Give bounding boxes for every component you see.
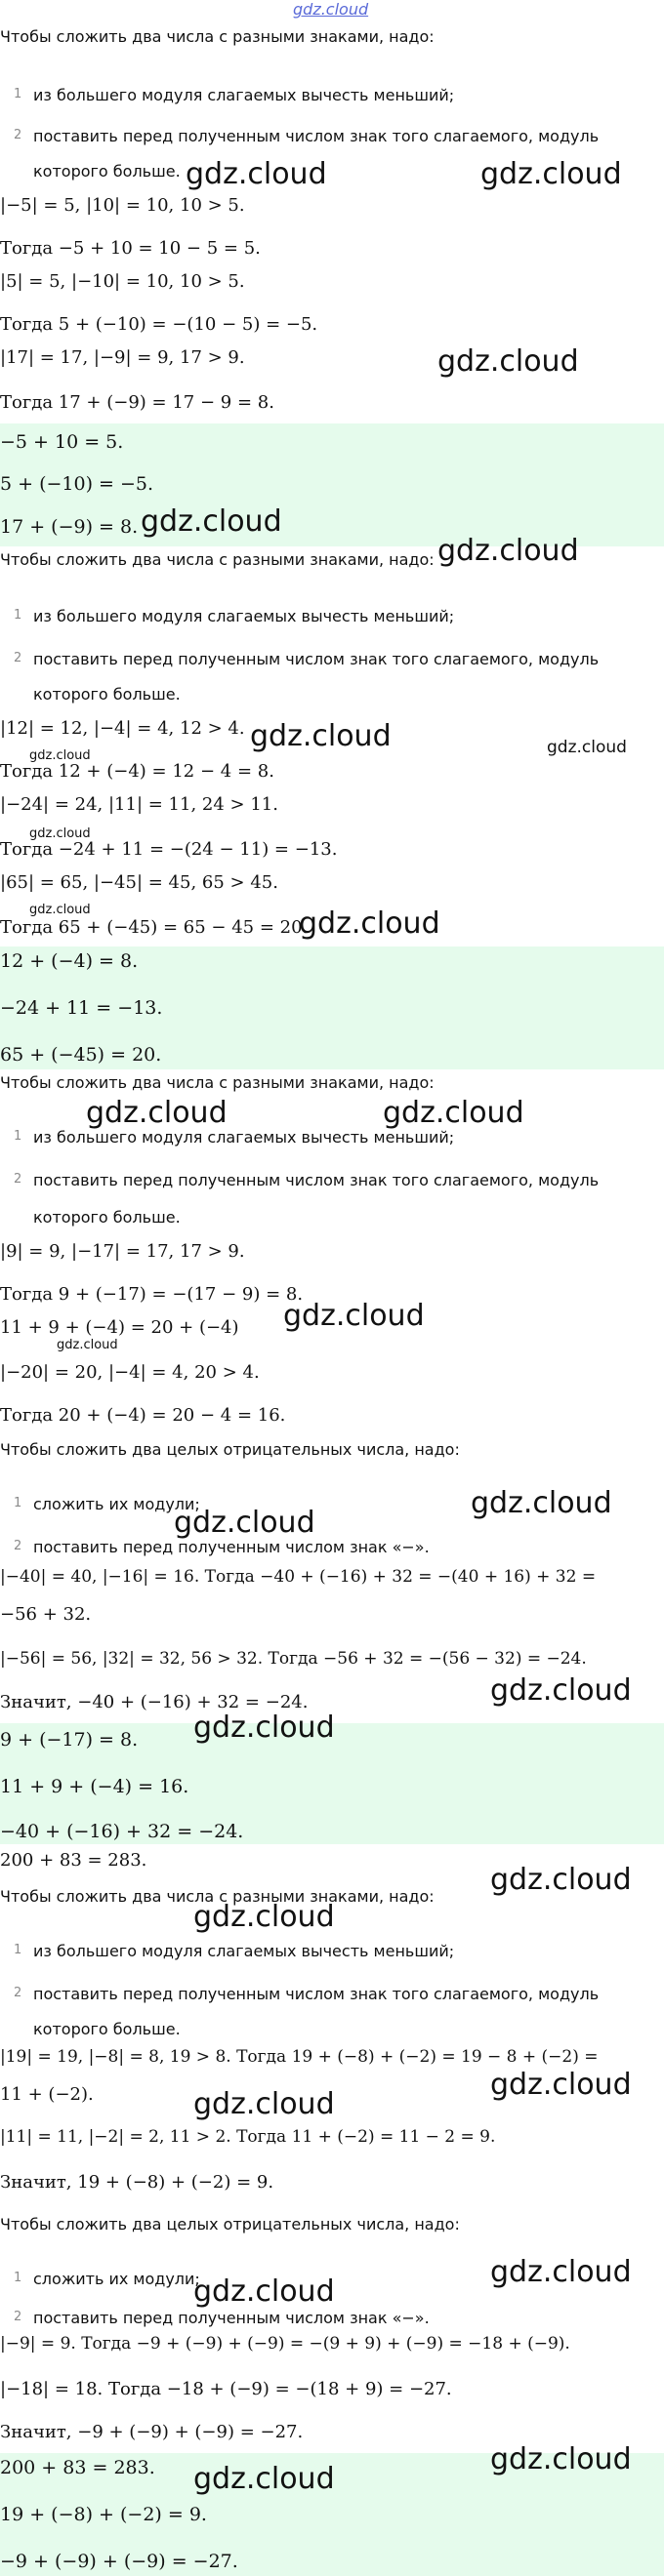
- answer-line: 65 + (−45) = 20.: [0, 1044, 162, 1066]
- watermark: gdz.cloud: [250, 719, 392, 753]
- watermark: gdz.cloud: [490, 1863, 632, 1897]
- list-number: 2: [14, 651, 22, 665]
- list-item: [14, 2270, 200, 2288]
- list-item: [14, 1942, 455, 1960]
- list-item: [14, 2309, 430, 2327]
- list-number: 2: [14, 1539, 22, 1553]
- list-item-text: из большего модуля слагаемых вычесть меньший;: [33, 1942, 455, 1960]
- watermark: gdz.cloud: [193, 1900, 335, 1934]
- list-number: 1: [14, 2271, 22, 2285]
- solution-line: 11 + 9 + (−4) = 20 + (−4): [0, 1317, 239, 1338]
- watermark: gdz.cloud: [193, 2274, 335, 2309]
- list-item-continuation: которого больше.: [33, 2020, 181, 2038]
- list-item: [14, 1171, 600, 1189]
- solution-line: Тогда 5 + (−10) = −(10 − 5) = −5.: [0, 314, 318, 335]
- list-item-text: поставить перед полученным числом знак того слагаемого, модуль: [33, 127, 600, 145]
- list-item: [14, 607, 455, 625]
- list-item-continuation: которого больше.: [33, 162, 181, 181]
- list-item: [14, 127, 600, 145]
- list-item-text: из большего модуля слагаемых вычесть меньший;: [33, 86, 455, 104]
- answer-line: 5 + (−10) = −5.: [0, 473, 154, 495]
- list-number: 2: [14, 1986, 22, 2000]
- watermark: gdz.cloud: [437, 534, 579, 568]
- list-number: 2: [14, 1172, 22, 1187]
- solution-line: |65| = 65, |−45| = 45, 65 > 45.: [0, 872, 278, 893]
- list-item: [14, 650, 600, 668]
- list-item-text: сложить их модули;: [33, 1495, 200, 1513]
- solution-line: Тогда 17 + (−9) = 17 − 9 = 8.: [0, 392, 274, 413]
- solution-line: |12| = 12, |−4| = 4, 12 > 4.: [0, 718, 245, 739]
- watermark: gdz.cloud: [437, 344, 579, 379]
- answer-line: −5 + 10 = 5.: [0, 431, 124, 453]
- answer-line: 17 + (−9) = 8.: [0, 516, 139, 538]
- watermark: gdz.cloud: [490, 2442, 632, 2476]
- solution-line: |−5| = 5, |10| = 10, 10 > 5.: [0, 195, 245, 216]
- watermark: gdz.cloud: [29, 748, 91, 763]
- watermark: gdz.cloud: [86, 1096, 228, 1130]
- solution-line: |−56| = 56, |32| = 32, 56 > 32. Тогда −56 + 32 = −(56 − 32) = −24.: [0, 1649, 587, 1669]
- solution-line: Значит, 19 + (−8) + (−2) = 9.: [0, 2172, 274, 2193]
- rule-heading: Чтобы сложить два числа с разными знаками, надо:: [0, 1887, 435, 1906]
- list-item-text: из большего модуля слагаемых вычесть меньший;: [33, 607, 455, 625]
- solution-line: Тогда 12 + (−4) = 12 − 4 = 8.: [0, 761, 274, 782]
- solution-line: |−40| = 40, |−16| = 16. Тогда −40 + (−16) + 32 = −(40 + 16) + 32 =: [0, 1567, 597, 1587]
- answer-line: 200 + 83 = 283.: [0, 2457, 155, 2478]
- list-number: 1: [14, 608, 22, 623]
- list-item-text: поставить перед полученным числом знак того слагаемого, модуль: [33, 650, 600, 668]
- solution-line: Тогда −24 + 11 = −(24 − 11) = −13.: [0, 839, 338, 860]
- watermark: gdz.cloud: [490, 1673, 632, 1708]
- list-number: 2: [14, 2310, 22, 2324]
- solution-line: Тогда 20 + (−4) = 20 − 4 = 16.: [0, 1405, 286, 1426]
- solution-line: |−24| = 24, |11| = 11, 24 > 11.: [0, 794, 278, 815]
- watermark: gdz.cloud: [490, 2068, 632, 2102]
- list-item-continuation: которого больше.: [33, 685, 181, 704]
- solution-line: |5| = 5, |−10| = 10, 10 > 5.: [0, 271, 245, 292]
- solution-line: Значит, −9 + (−9) + (−9) = −27.: [0, 2422, 304, 2442]
- rule-heading: Чтобы сложить два числа с разными знаками, надо:: [0, 1073, 435, 1092]
- list-number: 1: [14, 1129, 22, 1144]
- list-item: [14, 1128, 455, 1147]
- answer-line: −9 + (−9) + (−9) = −27.: [0, 2551, 238, 2572]
- watermark: gdz.cloud: [383, 1096, 524, 1130]
- list-item-text: поставить перед полученным числом знак «−».: [33, 2309, 430, 2327]
- list-item-text: поставить перед полученным числом знак того слагаемого, модуль: [33, 1171, 600, 1189]
- rule-heading: Чтобы сложить два целых отрицательных числа, надо:: [0, 1440, 460, 1459]
- watermark: gdz.cloud: [29, 903, 91, 917]
- solution-line: |−20| = 20, |−4| = 4, 20 > 4.: [0, 1362, 260, 1383]
- rule-heading: Чтобы сложить два целых отрицательных числа, надо:: [0, 2215, 460, 2234]
- list-item: [14, 86, 455, 104]
- site-logo[interactable]: gdz.cloud: [293, 0, 369, 19]
- watermark: gdz.cloud: [141, 504, 282, 539]
- answer-line: 11 + 9 + (−4) = 16.: [0, 1776, 189, 1797]
- list-number: 1: [14, 1943, 22, 1957]
- watermark: gdz.cloud: [193, 1711, 335, 1745]
- solution-line: |19| = 19, |−8| = 8, 19 > 8. Тогда 19 + (−8) + (−2) = 19 − 8 + (−2) =: [0, 2047, 599, 2067]
- solution-line: Тогда 9 + (−17) = −(17 − 9) = 8.: [0, 1284, 304, 1305]
- list-item: [14, 1985, 600, 2003]
- list-number: 1: [14, 1496, 22, 1510]
- watermark: gdz.cloud: [283, 1299, 425, 1333]
- watermark: gdz.cloud: [186, 157, 327, 191]
- solution-line: |11| = 11, |−2| = 2, 11 > 2. Тогда 11 + (−2) = 11 − 2 = 9.: [0, 2127, 496, 2147]
- list-item: [14, 1538, 430, 1556]
- solution-line: |9| = 9, |−17| = 17, 17 > 9.: [0, 1241, 245, 1262]
- watermark: gdz.cloud: [57, 1338, 118, 1352]
- list-item-text: из большего модуля слагаемых вычесть меньший;: [33, 1128, 455, 1147]
- list-item-text: сложить их модули;: [33, 2270, 200, 2288]
- list-number: 2: [14, 128, 22, 142]
- answer-line: −40 + (−16) + 32 = −24.: [0, 1821, 244, 1842]
- solution-line: −56 + 32.: [0, 1604, 92, 1625]
- answer-box: [0, 423, 664, 546]
- answer-line: 9 + (−17) = 8.: [0, 1729, 139, 1751]
- list-item-text: поставить перед полученным числом знак «−».: [33, 1538, 430, 1556]
- solution-line: |17| = 17, |−9| = 9, 17 > 9.: [0, 347, 245, 368]
- solution-line: Значит, −40 + (−16) + 32 = −24.: [0, 1692, 309, 1712]
- list-number: 1: [14, 87, 22, 101]
- watermark: gdz.cloud: [547, 738, 627, 757]
- solution-line: 200 + 83 = 283.: [0, 1850, 147, 1871]
- list-item-text: поставить перед полученным числом знак того слагаемого, модуль: [33, 1985, 600, 2003]
- solution-line: 11 + (−2).: [0, 2084, 94, 2105]
- answer-line: 12 + (−4) = 8.: [0, 950, 139, 972]
- rule-heading: Чтобы сложить два числа с разными знаками, надо:: [0, 550, 435, 569]
- answer-box: [0, 946, 664, 1069]
- solution-line: Тогда −5 + 10 = 10 − 5 = 5.: [0, 238, 261, 259]
- answer-line: −24 + 11 = −13.: [0, 997, 163, 1019]
- watermark: gdz.cloud: [174, 1506, 315, 1540]
- watermark: gdz.cloud: [193, 2462, 335, 2496]
- rule-heading: Чтобы сложить два числа с разными знаками, надо:: [0, 27, 435, 46]
- list-item-continuation: которого больше.: [33, 1208, 181, 1227]
- watermark: gdz.cloud: [193, 2087, 335, 2121]
- solution-line: Тогда 65 + (−45) = 65 − 45 = 20.: [0, 917, 309, 938]
- solution-line: |−18| = 18. Тогда −18 + (−9) = −(18 + 9) = −27.: [0, 2379, 452, 2399]
- watermark: gdz.cloud: [480, 157, 622, 191]
- solution-line: |−9| = 9. Тогда −9 + (−9) + (−9) = −(9 + 9) + (−9) = −18 + (−9).: [0, 2334, 570, 2354]
- answer-line: 19 + (−8) + (−2) = 9.: [0, 2504, 207, 2525]
- watermark: gdz.cloud: [471, 1486, 612, 1520]
- watermark: gdz.cloud: [29, 826, 91, 841]
- watermark: gdz.cloud: [490, 2255, 632, 2289]
- watermark: gdz.cloud: [299, 906, 440, 941]
